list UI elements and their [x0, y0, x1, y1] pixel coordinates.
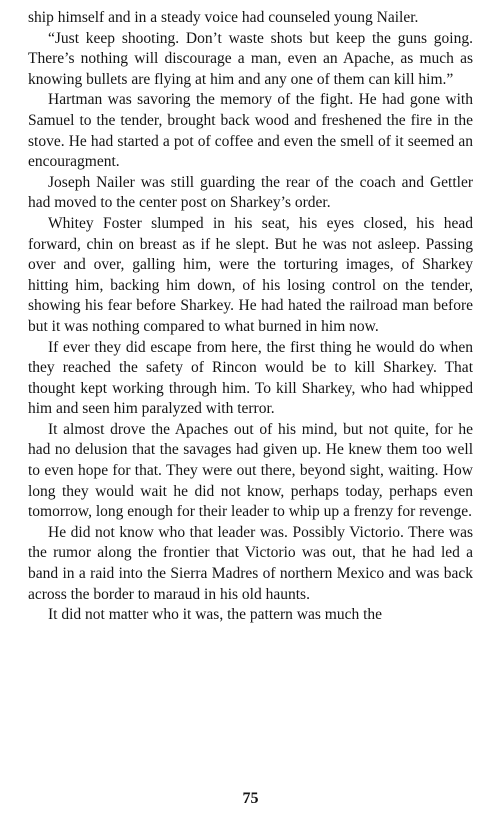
paragraph-8: He did not know who that leader was. Possibly Victorio. There was the rumor along the frontier that Victorio was out, that he had led a band in a raid into the Sierra Madres of northern Mexico and was back across the border to maraud in his old haunts.: [28, 523, 473, 603]
book-page: [28, 8, 473, 808]
paragraph-6: If ever they did escape from here, the first thing he would do when they reached the safety of Rincon would be to kill Sharkey. That thought kept working through him. To kill Sharkey, who had whipped him and seen him paralyzed with terror.: [28, 338, 473, 418]
paragraph-5: Whitey Foster slumped in his seat, his eyes closed, his head forward, chin on breast as if he slept. But he was not asleep. Passing over and over, galling him, were the torturing images, of Sharkey hitting him, backing him down, of his losing control on the tender, showing his fear before Sharkey. He had hated the railroad man before but it was nothing compared to what burned in him now.: [28, 214, 473, 335]
paragraph-7: It almost drove the Apaches out of his mind, but not quite, for he had no delusion that the savages had given up. He knew them too well to even hope for that. They were out there, beyond sight, waiting. How long they would wait he did not know, perhaps today, perhaps even tomorrow, long enough for their leader to whip up a frenzy for revenge.: [28, 420, 473, 521]
paragraph-9: It did not matter who it was, the pattern was much the: [48, 606, 383, 624]
paragraph-4: Joseph Nailer was still guarding the rear of the coach and Gettler had moved to the center post on Sharkey’s order.: [28, 173, 473, 212]
paragraph-3: Hartman was savoring the memory of the fight. He had gone with Samuel to the tender, brought back wood and freshened the fire in the stove. He had started a pot of coffee and even the smell of it seemed an encouragment.: [28, 91, 473, 171]
paragraph-1: ship himself and in a steady voice had counseled young Nailer.: [28, 9, 419, 26]
paragraph-2: “Just keep shooting. Don’t waste shots but keep the guns going. There’s nothing will discourage a man, even an Apache, as much as knowing bullets are flying at him and any one of them can kill him.”: [28, 29, 473, 88]
page-number: 75: [242, 790, 259, 807]
